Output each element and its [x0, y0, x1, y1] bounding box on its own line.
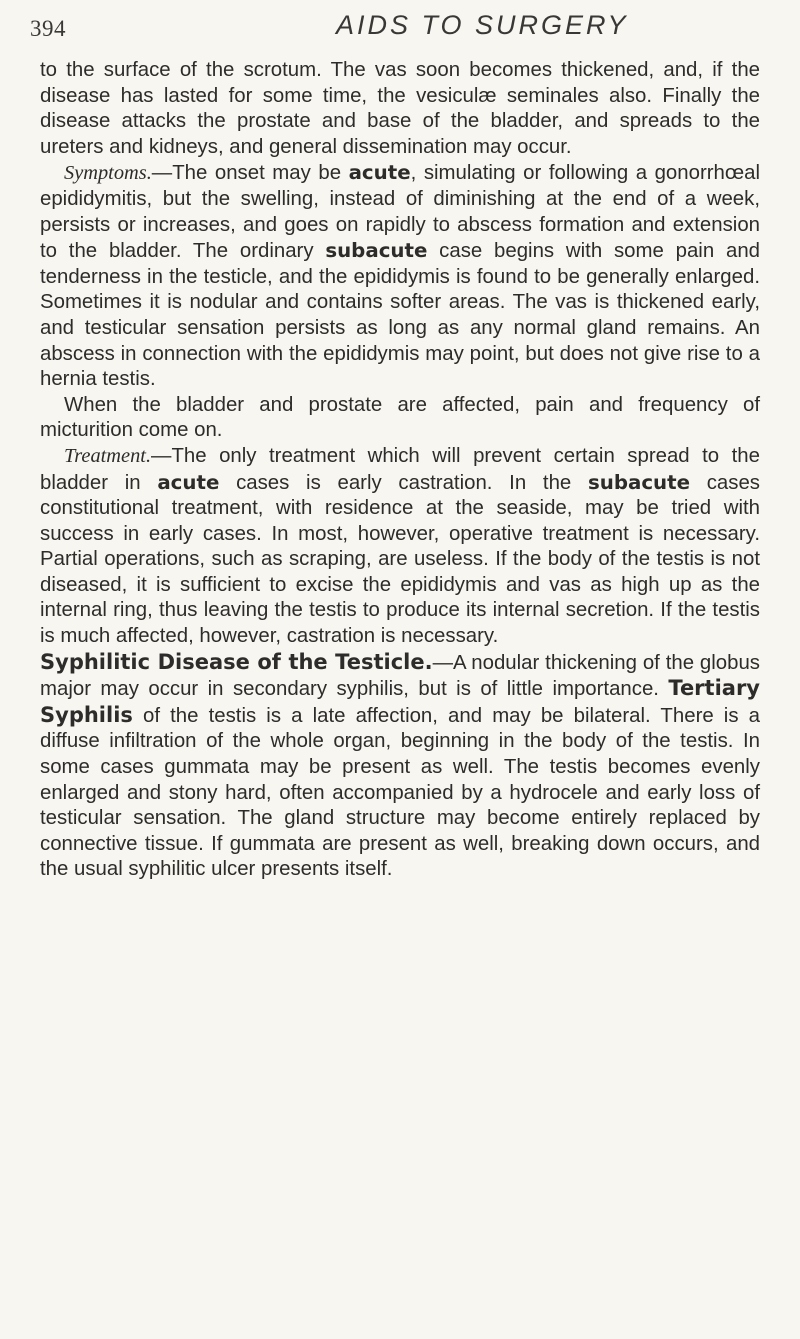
term-subacute: subacute — [325, 239, 428, 263]
term-acute: acute — [157, 470, 220, 494]
term-subacute: subacute — [587, 470, 691, 494]
paragraph-text: to the surface of the scrotum. The vas soon becomes thickened, and, if the disease has lasted for some time, the vesiculæ seminales also. Finally the disease attacks the prostate and base of the bladder, and spreads to the ureters and kidneys, and general dissemination may occur. — [40, 59, 760, 158]
section-title-syphilitic-disease: Syphilitic Disease of the Testicle. — [40, 649, 433, 674]
paragraph-continuation — [40, 58, 760, 160]
paragraph-symptoms — [40, 160, 760, 392]
paragraph-syphilitic — [40, 650, 760, 883]
paragraph-text: of the testis is a late affection, and may be bilateral. There is a diffuse infiltration of the whole organ, beginning in the body of the testis. In some cases gummata may be present as well. The testis becomes evenly enlarged and stony hard, often accompanied by a hydrocele and early loss of testicular sensation. The gland structure may become entirely replaced by connective tissue. If gummata are present as well, breaking down occurs, and the usual syphilitic ulcer presents itself. — [40, 704, 760, 881]
paragraph-text: When the bladder and prostate are affected, pain and frequency of micturition come on. — [40, 393, 760, 442]
running-title: AIDS TO SURGERY — [336, 10, 629, 40]
paragraph-text: —The only treatment which will prevent certain spread to the bladder in — [40, 444, 760, 494]
paragraph-treatment — [40, 444, 760, 650]
paragraph-text: —The onset may be — [151, 162, 349, 185]
paragraph-text: —A nodular thickening of the globus major may occur in secondary syphilis, but is of little importance. — [40, 651, 761, 701]
paragraph-text: cases constitutional treatment, with residence at the seaside, may be tried with success in early cases. In most, however, operative treatment is necessary. Partial operations, such as scraping, are useless. If the body of the testis is not diseased, it is sufficient to excise the epididymis and vas as high up as the internal ring, thus leaving the testis to produce its internal secretion. If the testis is much affected, however, castration is necessary. — [40, 471, 760, 648]
term-acute: acute — [348, 161, 411, 185]
paragraph-text: case begins with some pain and tenderness in the testicle, and the epididymis is found to be generally enlarged. Sometimes it is nodular and contains softer areas. The vas is thickened early, and testicular sensation persists as long as any normal gland remains. An abscess in connection with the epididymis may point, but does not give rise to a hernia testis. — [40, 240, 760, 391]
page-number: 394 — [30, 16, 66, 41]
paragraph-bladder — [40, 393, 760, 444]
paragraph-text: cases is early castration. In the — [219, 471, 588, 494]
body-text — [40, 58, 760, 883]
term-tertiary-syphilis: Tertiary Syphilis — [40, 676, 760, 727]
paragraph-text: , simulating or following a gonorrhœal epididymitis, but the swelling, instead of diminishing at the end of a week, persists or increases, and goes on rapidly to abscess formation and extension to the bladder. The ordinary — [40, 162, 760, 263]
page-header — [0, 8, 800, 48]
symptoms-heading: Symptoms. — [64, 162, 152, 185]
treatment-heading: Treatment. — [64, 444, 152, 467]
